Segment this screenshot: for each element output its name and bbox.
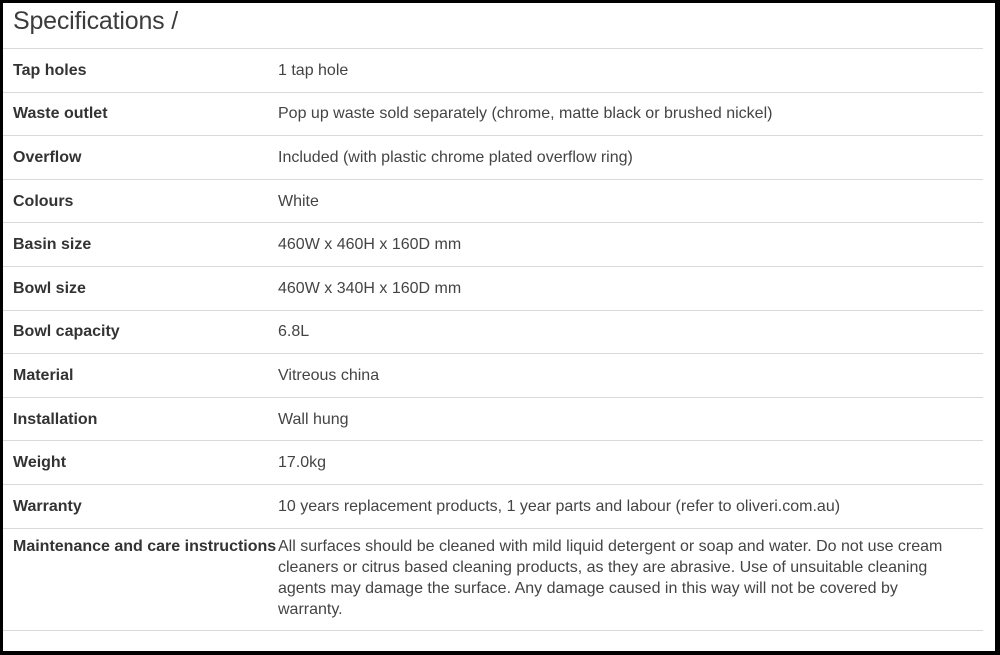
spec-row-bowl-size: [3, 266, 983, 310]
spec-label: Bowl capacity: [3, 310, 278, 354]
spec-value: 460W x 460H x 160D mm: [278, 223, 983, 267]
spec-label: Bowl size: [3, 266, 278, 310]
spec-row-colours: [3, 179, 983, 223]
spec-row-warranty: [3, 484, 983, 528]
spec-row-material: [3, 354, 983, 398]
spec-row-waste-outlet: [3, 92, 983, 136]
spec-label: Material: [3, 354, 278, 398]
spec-row-overflow: [3, 136, 983, 180]
spec-row-weight: [3, 441, 983, 485]
page-title: Specifications /: [13, 7, 178, 35]
spec-label: Tap holes: [3, 49, 278, 92]
spec-value: Wall hung: [278, 397, 983, 441]
spec-label: Basin size: [3, 223, 278, 267]
spec-value: White: [278, 179, 983, 223]
specifications-panel: [3, 3, 995, 651]
spec-value: 460W x 340H x 160D mm: [278, 266, 983, 310]
spec-label: Overflow: [3, 136, 278, 180]
spec-value: 17.0kg: [278, 441, 983, 485]
spec-label: Weight: [3, 441, 278, 485]
specifications-table: [3, 49, 983, 631]
spec-value: Vitreous china: [278, 354, 983, 398]
spec-row-installation: [3, 397, 983, 441]
spec-label: Colours: [3, 179, 278, 223]
spec-row-bowl-capacity: [3, 310, 983, 354]
spec-label: Warranty: [3, 484, 278, 528]
spec-label: Installation: [3, 397, 278, 441]
spec-value: 6.8L: [278, 310, 983, 354]
spec-row-tap-holes: [3, 49, 983, 92]
spec-value: 1 tap hole: [278, 49, 983, 92]
spec-row-basin-size: [3, 223, 983, 267]
spec-value: 10 years replacement products, 1 year parts and labour (refer to oliveri.com.au): [278, 484, 983, 528]
spec-label: Maintenance and care instructions: [3, 528, 278, 630]
spec-value: Included (with plastic chrome plated overflow ring): [278, 136, 983, 180]
spec-value: Pop up waste sold separately (chrome, matte black or brushed nickel): [278, 92, 983, 136]
spec-row-maintenance: [3, 528, 983, 630]
spec-label: Waste outlet: [3, 92, 278, 136]
spec-value: All surfaces should be cleaned with mild liquid detergent or soap and water. Do not use cream cleaners or citrus based cleaning products, as they are abrasive. Use of unsuitable cleaning agents may damage the surface. Any damage caused in this way will not be covered by warranty.: [278, 528, 983, 630]
